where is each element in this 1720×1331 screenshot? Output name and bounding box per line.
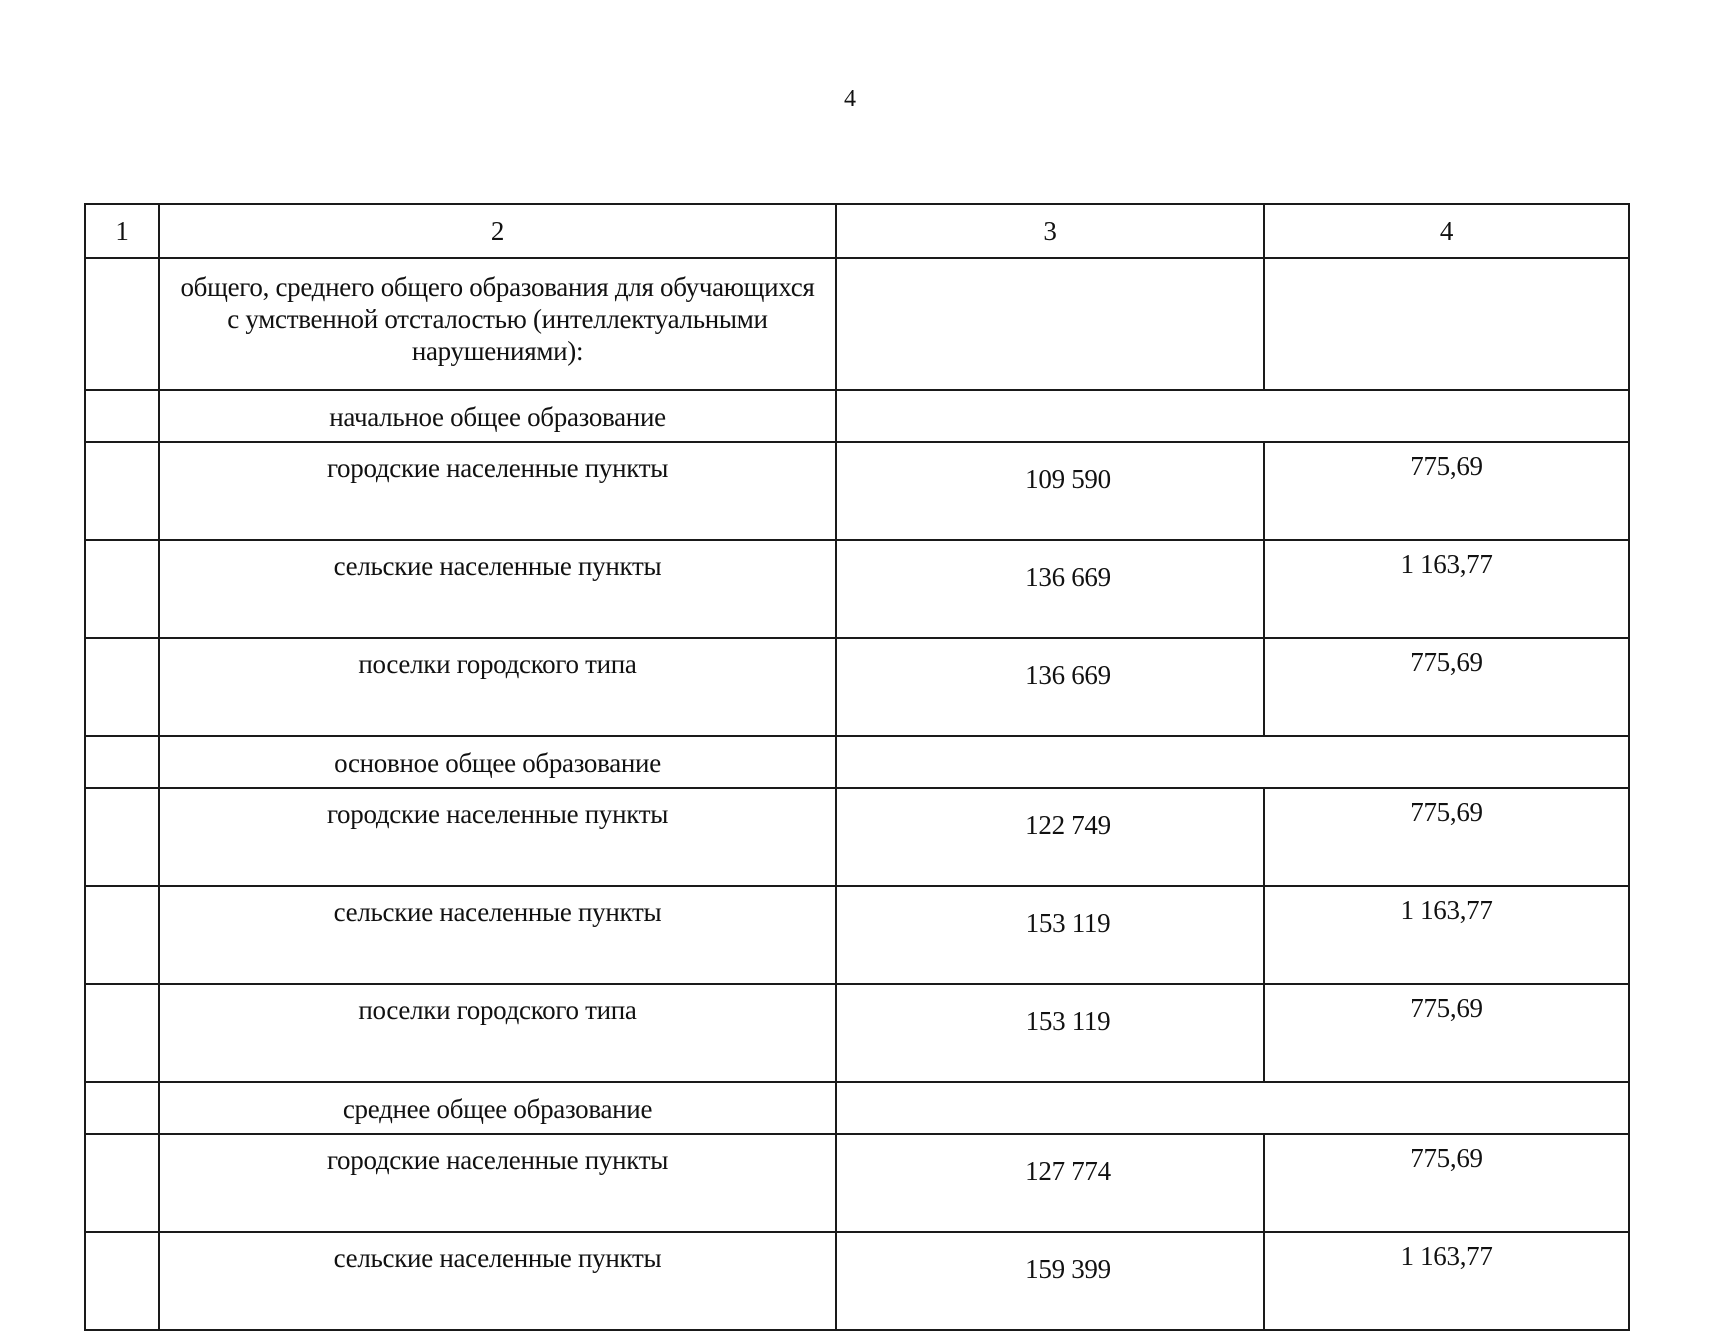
row-label: поселки городского типа [159,984,836,1082]
value-col4: 775,69 [1264,1134,1629,1232]
row-label: сельские населенные пункты [159,1232,836,1330]
value-col3: 136 669 [836,638,1264,736]
column-number-row [85,204,1629,258]
table-row [85,984,1629,1082]
table-row [85,540,1629,638]
empty-cell [1264,258,1629,390]
column-number-3: 3 [836,204,1264,258]
value-col3: 153 119 [836,984,1264,1082]
value-col3: 109 590 [836,442,1264,540]
empty-cell [85,1232,159,1330]
value-col4: 775,69 [1264,788,1629,886]
empty-cell [85,984,159,1082]
tariff-table [84,203,1630,1331]
table-row [85,886,1629,984]
row-label: городские населенные пункты [159,788,836,886]
intro-text: общего, среднего общего образования для обучающихся с умственной отсталостью (интеллектуальными нарушениями): [159,258,836,390]
section-row [85,1082,1629,1134]
row-label: сельские населенные пункты [159,886,836,984]
empty-cell [85,442,159,540]
empty-cell [85,638,159,736]
empty-cell [836,736,1629,788]
empty-cell [85,540,159,638]
value-col3: 136 669 [836,540,1264,638]
row-label: городские населенные пункты [159,442,836,540]
table-row [85,442,1629,540]
empty-cell [836,1082,1629,1134]
empty-cell [836,390,1629,442]
empty-cell [85,736,159,788]
value-col4: 1 163,77 [1264,540,1629,638]
row-label: сельские населенные пункты [159,540,836,638]
value-col4: 1 163,77 [1264,886,1629,984]
empty-cell [85,1082,159,1134]
value-col4: 775,69 [1264,984,1629,1082]
empty-cell [85,258,159,390]
section-title: среднее общее образование [159,1082,836,1134]
value-col3: 127 774 [836,1134,1264,1232]
empty-cell [85,788,159,886]
section-title: начальное общее образование [159,390,836,442]
column-number-2: 2 [159,204,836,258]
value-col4: 1 163,77 [1264,1232,1629,1330]
value-col3: 122 749 [836,788,1264,886]
empty-cell [85,390,159,442]
page-number: 4 [844,86,856,112]
empty-cell [836,258,1264,390]
section-title: основное общее образование [159,736,836,788]
section-row [85,736,1629,788]
row-label: городские населенные пункты [159,1134,836,1232]
table-row [85,1232,1629,1330]
value-col4: 775,69 [1264,638,1629,736]
table-row [85,1134,1629,1232]
row-label: поселки городского типа [159,638,836,736]
table-row [85,788,1629,886]
empty-cell [85,886,159,984]
table-row [85,638,1629,736]
value-col4: 775,69 [1264,442,1629,540]
empty-cell [85,1134,159,1232]
intro-row [85,258,1629,390]
column-number-4: 4 [1264,204,1629,258]
section-row [85,390,1629,442]
column-number-1: 1 [85,204,159,258]
value-col3: 153 119 [836,886,1264,984]
value-col3: 159 399 [836,1232,1264,1330]
